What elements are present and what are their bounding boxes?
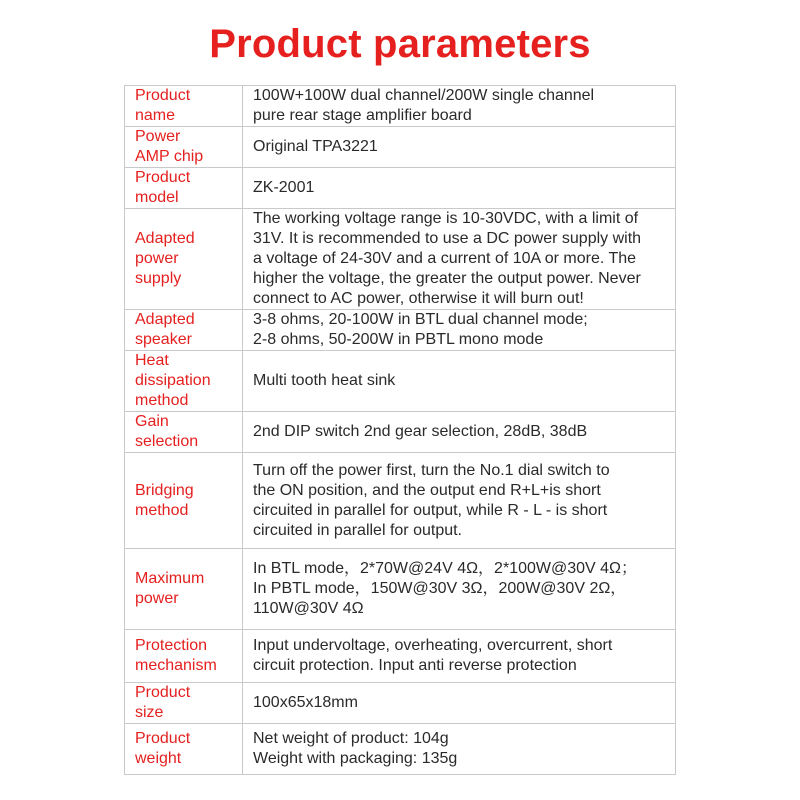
parameter-value-line: 31V. It is recommended to use a DC power supply with xyxy=(253,230,642,247)
table-row xyxy=(125,86,676,127)
parameter-label-line: Product xyxy=(135,684,191,701)
parameter-label xyxy=(125,453,243,549)
parameter-value xyxy=(243,127,676,168)
parameter-label-line: power xyxy=(135,590,179,607)
parameter-label-line: Protection xyxy=(135,637,208,654)
parameters-table xyxy=(124,85,676,775)
parameter-value xyxy=(243,209,676,310)
parameter-label xyxy=(125,127,243,168)
parameter-label-line: AMP chip xyxy=(135,148,204,165)
parameter-value-line: In BTL mode，2*70W@24V 4Ω，2*100W@30V 4Ω； xyxy=(253,560,637,577)
table-row xyxy=(125,168,676,209)
parameter-label-line: speaker xyxy=(135,331,192,348)
parameter-value-line: 3-8 ohms, 20-100W in BTL dual channel mode; xyxy=(253,311,588,328)
parameter-label-line: name xyxy=(135,107,176,124)
parameter-value-line: circuit protection. Input anti reverse protection xyxy=(253,657,577,674)
parameter-value-line: the ON position, and the output end R+L+is short xyxy=(253,481,601,499)
parameter-value xyxy=(243,351,676,412)
parameter-value xyxy=(243,630,676,683)
table-row xyxy=(125,127,676,168)
table-row xyxy=(125,351,676,412)
parameter-label-line: dissipation xyxy=(135,372,211,389)
parameter-value xyxy=(243,86,676,127)
parameter-label-line: Heat xyxy=(135,352,169,369)
parameter-value-line: 110W@30V 4Ω xyxy=(253,600,364,617)
parameter-value-line: The working voltage range is 10-30VDC, with a limit of xyxy=(253,210,639,227)
parameter-label-line: Adapted xyxy=(135,230,195,247)
parameter-label xyxy=(125,310,243,351)
parameter-value-line: 100W+100W dual channel/200W single channel xyxy=(253,87,595,104)
table-row xyxy=(125,724,676,775)
parameter-label-line: Maximum xyxy=(135,570,205,587)
table-row xyxy=(125,683,676,724)
parameter-value-line: Input undervoltage, overheating, overcurrent, short xyxy=(253,637,613,654)
page-title: Product parameters xyxy=(209,22,591,66)
parameter-value-line: 100x65x18mm xyxy=(253,694,358,711)
parameter-value-line: connect to AC power, otherwise it will burn out! xyxy=(253,290,584,307)
parameter-value xyxy=(243,724,676,775)
parameter-label xyxy=(125,86,243,127)
parameter-label-line: size xyxy=(135,704,164,721)
table-row xyxy=(125,310,676,351)
parameter-value xyxy=(243,310,676,351)
parameter-value xyxy=(243,683,676,724)
parameter-value-line: a voltage of 24-30V and a current of 10A or more. The xyxy=(253,250,637,267)
parameter-value xyxy=(243,453,676,549)
parameter-value-line: circuited in parallel for output. xyxy=(253,521,462,539)
parameter-label xyxy=(125,683,243,724)
parameter-label xyxy=(125,351,243,412)
parameter-value-line: Net weight of product: 104g xyxy=(253,730,449,747)
parameter-label xyxy=(125,168,243,209)
parameter-label-line: Gain xyxy=(135,413,169,430)
parameter-label xyxy=(125,724,243,775)
table-row xyxy=(125,209,676,310)
parameter-value-line: higher the voltage, the greater the output power. Never xyxy=(253,270,641,287)
parameter-value-line: Turn off the power first, turn the No.1 dial switch to xyxy=(253,461,610,479)
table-row xyxy=(125,453,676,549)
parameter-value-line: Multi tooth heat sink xyxy=(253,372,396,389)
parameters-table-body xyxy=(125,86,676,775)
parameter-label-line: method xyxy=(135,501,189,519)
parameter-value-line: Weight with packaging: 135g xyxy=(253,750,458,767)
parameter-value-line: In PBTL mode，150W@30V 3Ω，200W@30V 2Ω， xyxy=(253,580,627,597)
parameter-label-line: Power xyxy=(135,128,181,145)
parameter-label xyxy=(125,412,243,453)
table-row xyxy=(125,412,676,453)
parameter-label-line: model xyxy=(135,189,179,206)
parameter-label-line: selection xyxy=(135,433,199,450)
parameter-label-line: Bridging xyxy=(135,481,194,499)
parameter-label-line: Product xyxy=(135,87,191,104)
parameter-value-line: pure rear stage amplifier board xyxy=(253,107,472,124)
parameter-label-line: Product xyxy=(135,730,191,747)
parameter-value xyxy=(243,168,676,209)
parameter-label xyxy=(125,549,243,630)
parameter-label-line: Adapted xyxy=(135,311,195,328)
parameter-value-line: ZK-2001 xyxy=(253,179,315,196)
parameter-value-line: circuited in parallel for output, while R - L - is short xyxy=(253,501,608,519)
parameter-label-line: supply xyxy=(135,270,182,287)
parameter-value-line: 2-8 ohms, 50-200W in PBTL mono mode xyxy=(253,331,544,348)
parameter-value-line: 2nd DIP switch 2nd gear selection, 28dB, 38dB xyxy=(253,423,588,440)
table-row xyxy=(125,630,676,683)
parameter-value xyxy=(243,412,676,453)
parameter-label xyxy=(125,209,243,310)
table-row xyxy=(125,549,676,630)
parameter-label-line: Product xyxy=(135,169,191,186)
parameter-label xyxy=(125,630,243,683)
parameter-value-line: Original TPA3221 xyxy=(253,138,378,155)
parameter-label-line: mechanism xyxy=(135,657,217,674)
parameter-label-line: power xyxy=(135,250,179,267)
parameter-label-line: weight xyxy=(135,750,182,767)
parameter-value xyxy=(243,549,676,630)
parameter-label-line: method xyxy=(135,392,189,409)
